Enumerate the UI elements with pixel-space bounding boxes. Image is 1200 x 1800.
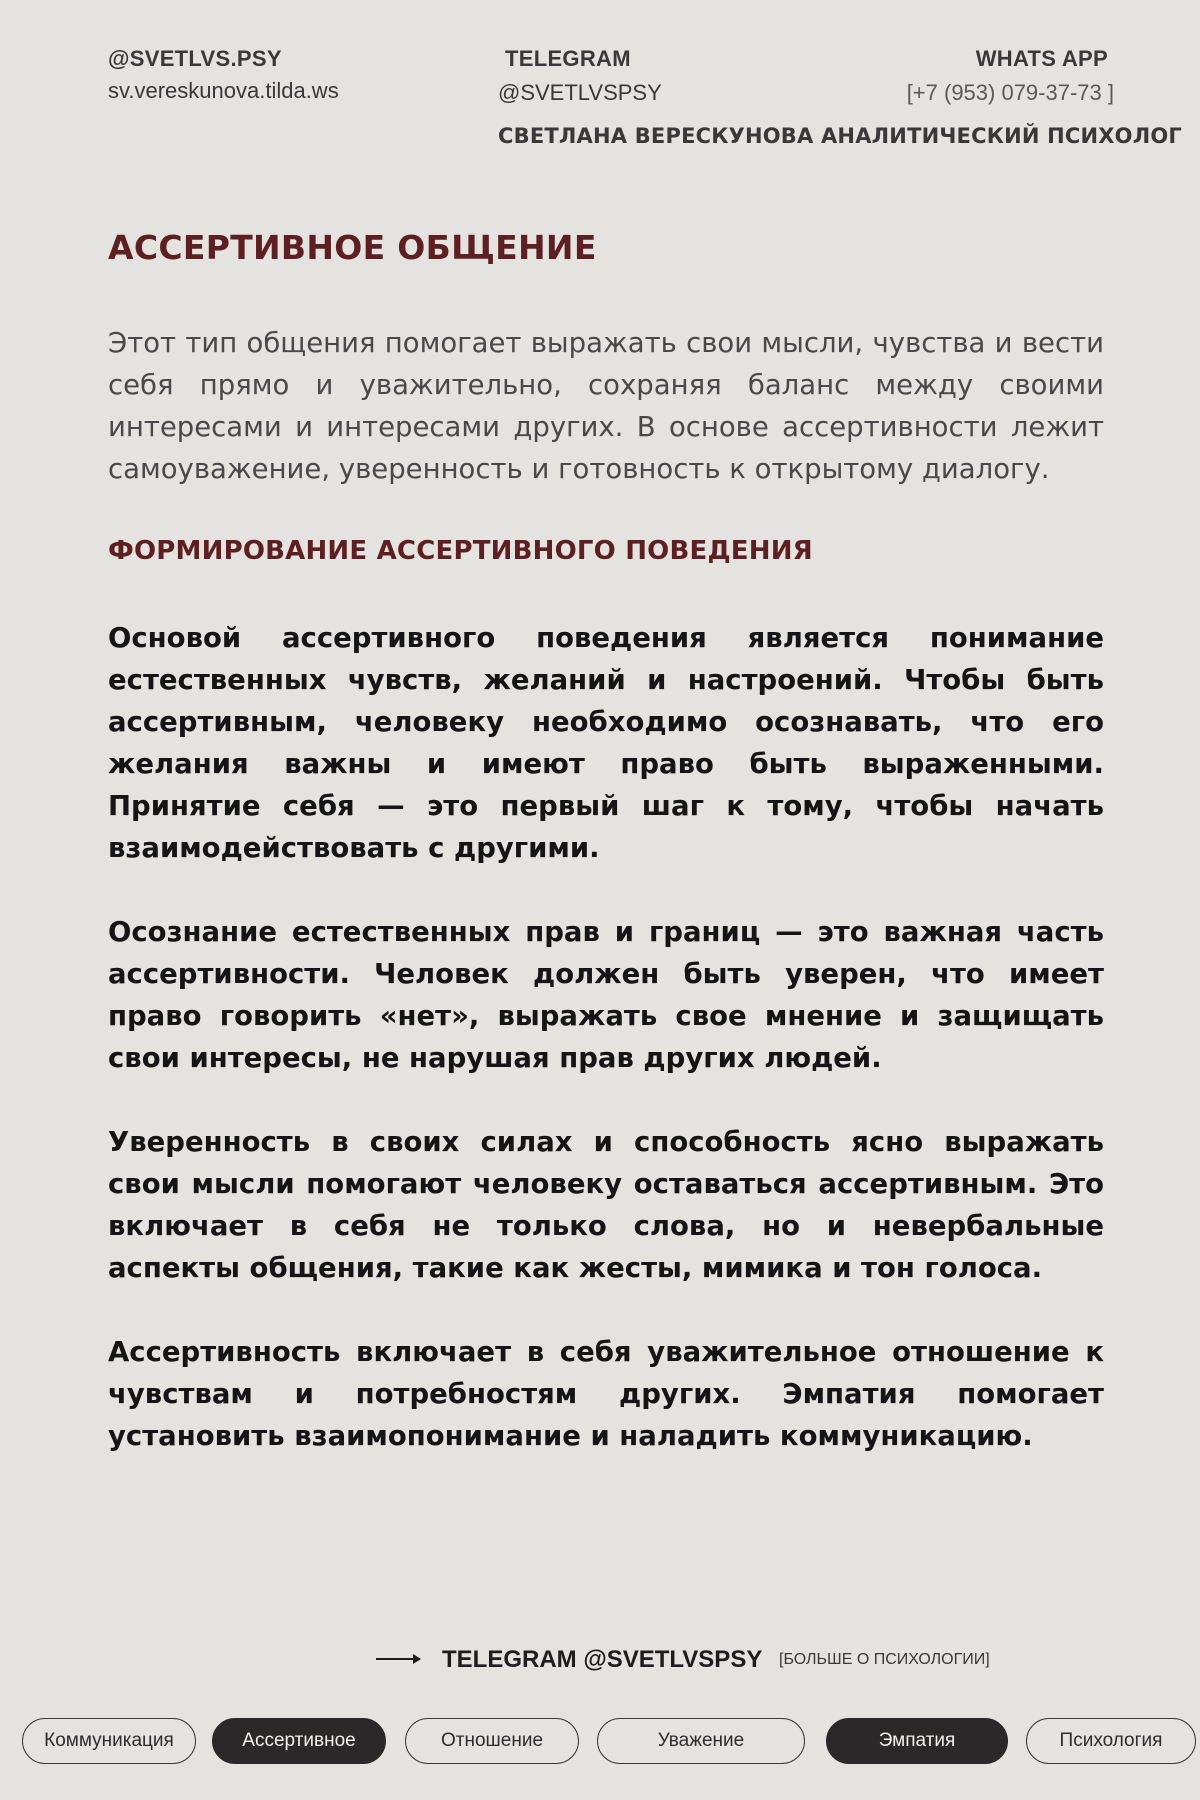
page-title: АССЕРТИВНОЕ ОБЩЕНИЕ [108, 228, 597, 267]
body-paragraph-2: Осознание естественных прав и границ — это важная часть ассертивности. Человек должен быть уверен, что имеет право говорить «нет», выражать свое мнение и защищать свои интересы, не нарушая прав других людей. [108, 916, 1104, 1074]
intro-paragraph: Этот тип общения помогает выражать свои мысли, чувства и вести себя прямо и уважительно, сохраняя баланс между своими интересами и интересами других. В основе ассертивности лежит самоуважение, уверенность и готовность к открытому диалогу. [108, 327, 1104, 485]
arrow-right-icon [376, 1658, 420, 1660]
tag-communication[interactable]: Коммуникация [22, 1718, 196, 1764]
body-paragraph-3: Уверенность в своих силах и способность ясно выражать свои мысли помогают человеку оставаться ассертивным. Это включает в себя не только слова, но и невербальные аспекты общения, такие как жесты, мимика и тон голоса. [108, 1126, 1104, 1284]
whatsapp-number[interactable]: [+7 (953) 079-37-73 ] [906, 80, 1114, 105]
tag-psychology[interactable]: Психология [1026, 1718, 1196, 1764]
author-line: СВЕТЛАНА ВЕРЕСКУНОВА АНАЛИТИЧЕСКИЙ ПСИХОЛОГ [498, 124, 1183, 148]
body-paragraph-4: Ассертивность включает в себя уважительное отношение к чувствам и потребностям других. Эмпатия помогает установить взаимопонимание и наладить коммуникацию. [108, 1336, 1104, 1452]
telegram-handle[interactable]: @SVETLVSPSY [498, 80, 662, 105]
body-paragraph-1: Основой ассертивного поведения является понимание естественных чувств, желаний и настроений. Чтобы быть ассертивным, человеку необходимо осознавать, что его желания важны и имеют право быть выраженными. Принятие себя — это первый шаг к тому, чтобы начать взаимодействовать с другими. [108, 622, 1104, 864]
more-psychology-link[interactable]: [БОЛЬШЕ О ПСИХОЛОГИИ] [779, 1651, 990, 1668]
whatsapp-label: WHATS APP [975, 46, 1108, 71]
section-subtitle: ФОРМИРОВАНИЕ АССЕРТИВНОГО ПОВЕДЕНИЯ [108, 536, 813, 566]
website-link[interactable]: sv.vereskunova.tilda.ws [108, 78, 339, 103]
tag-assertive[interactable]: Ассертивное [212, 1718, 386, 1764]
tag-empathy[interactable]: Эмпатия [826, 1718, 1008, 1764]
instagram-handle[interactable]: @SVETLVS.PSY [108, 46, 282, 71]
telegram-cta-link[interactable]: TELEGRAM @SVETLVSPSY [442, 1646, 763, 1673]
tag-attitude[interactable]: Отношение [405, 1718, 579, 1764]
telegram-label: TELEGRAM [505, 46, 631, 71]
tag-respect[interactable]: Уважение [597, 1718, 805, 1764]
